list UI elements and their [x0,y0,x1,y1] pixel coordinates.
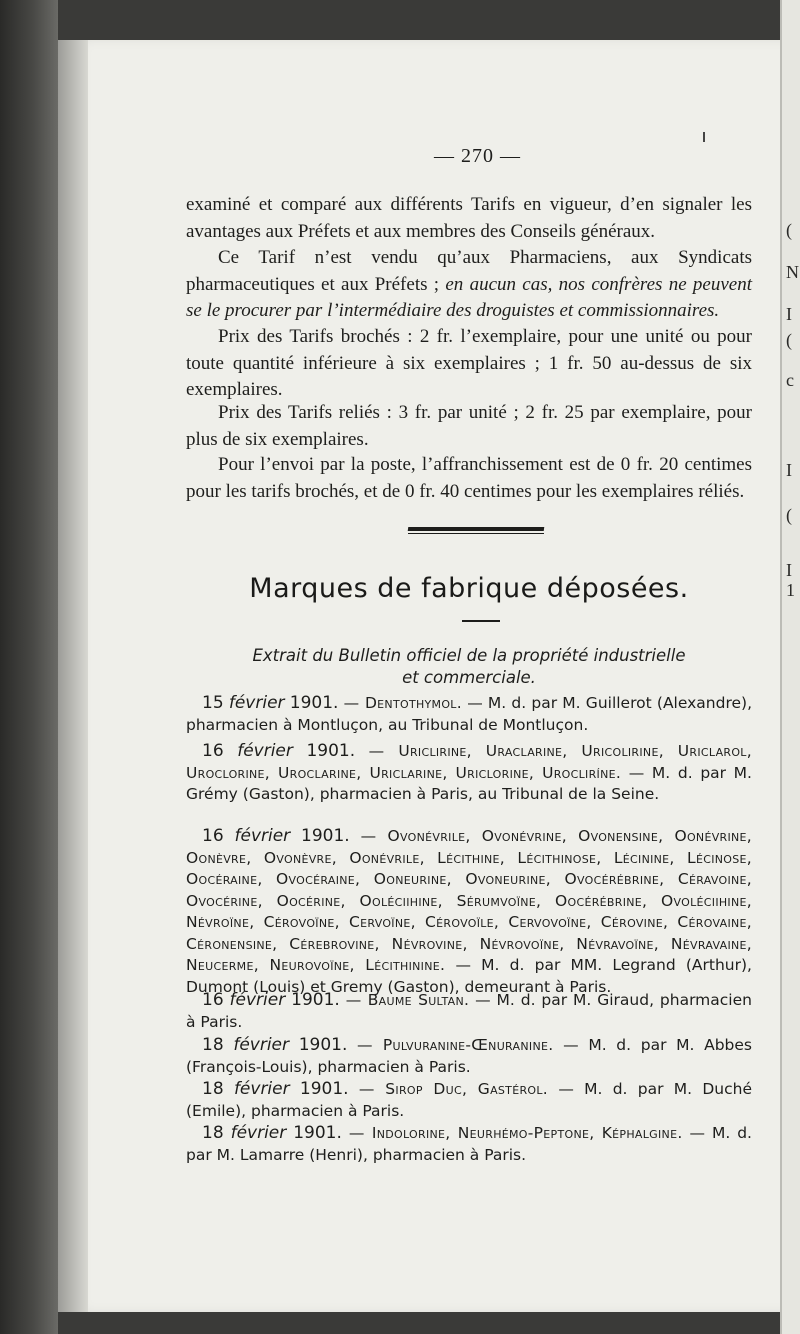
facing-letter: ( [786,505,792,525]
entry-marks: — Baume Sultan. [345,991,470,1009]
facing-letter: I [786,560,792,580]
entry-depositor: — M. d. par M. Abbes (François-Louis), pharmacien à Paris. [186,1036,752,1076]
page-gutter [58,40,88,1312]
entry-day: 16 [202,990,224,1010]
entry-year: 1901. [301,826,350,846]
trademark-entry [186,1035,752,1078]
entry-month: février [228,693,285,713]
entry-marks: — Ovonévrile, Ovonévrine, Ovonensine, Oonévrine, Oonèvre, Ovonèvre, Oonévrile, Lécithine, Lécithinose, Lécinine, Lécinose, Oocéraine, Ovocéraine, Ooneurine, Ovoneurine, Ovocérébrine, Céravoine, Ovocérine, Oocérine, Ooléciihine, Sérumvoïne, Oocérébrine, Ovoléciihine, Névroïne, Cérovoïne, Cervoïne, Cérovoïle, Cervovoïne, Cérovine, Cérovaine, Céronensine, Cérebrovine, Névrovine, Névrovoïne, Névravoïne, Névravaine, Neucerme, Neurovoïne, Lécithinine. [186,827,753,974]
entry-marks: — Sirop Duc, Gastérol. [358,1080,549,1098]
entry-depositor: — M. d. par MM. Legrand (Arthur), Dumont (Louis) et Gremy (Gaston), demeurant à Paris. [186,956,752,996]
paragraph-2-text: Ce Tarif n’est vendu qu’aux Pharmaciens, aux Syndicats pharmaceutiques et aux Préfets ; [186,247,752,295]
subtitle-line-2: et commerciale. [402,668,536,687]
paragraph-4-text: Prix des Tarifs reliés : 3 fr. par unité ; 2 fr. 25 par exemplaire, pour plus de six exemplaires. [186,402,752,450]
paragraph-5 [186,452,752,505]
entry-marks: — Uriclirine, Uraclarine, Uricolirine, Uriclarol, Uroclorine, Uroclarine, Uriclarine, Uriclorine, Urocliríne. [186,742,752,782]
section-rule [408,527,545,531]
entry-depositor: — M. d. par M. Guillerot (Alexandre), pharmacien à Montluçon, au Tribunal de Montluçon. [186,694,752,734]
entry-day: 15 [202,693,224,713]
trademark-entry [186,1079,752,1122]
section-rule-thin [408,533,544,534]
book-binding [0,0,58,1334]
paragraph-2 [186,245,752,325]
stray-mark [703,132,705,142]
trademark-entry [186,990,752,1033]
entry-marks: — Dentothymol. [343,694,462,712]
facing-letter: I [786,304,792,324]
entry-year: 1901. [293,1123,342,1143]
entry-year: 1901. [299,1079,349,1099]
entry-month: février [233,1035,289,1055]
entry-day: 18 [202,1035,224,1055]
entry-year: 1901. [306,741,356,761]
entry-day: 18 [202,1079,224,1099]
entry-day: 16 [202,741,224,761]
entry-year: 1901. [298,1035,348,1055]
facing-letter: N [786,262,799,282]
entry-day: 16 [202,826,224,846]
entry-month: février [230,1123,287,1143]
trademark-entry [186,826,752,998]
entry-marks: — Pulvuranine-Œnuranine. [357,1036,554,1054]
entry-depositor: — M. d. par M. Duché (Emile), pharmacien à Paris. [186,1080,752,1120]
paragraph-3-text: Prix des Tarifs brochés : 2 fr. l’exemplaire, pour une unité ou pour toute quantité inférieure à six exemplaires ; 1 fr. 50 au-dessus de six exemplaires. [186,326,752,400]
entry-month: février [229,990,286,1010]
entry-month: février [233,1079,290,1099]
facing-letter: c [786,370,794,390]
facing-letter: ( [786,220,792,240]
trademark-entry [186,693,752,736]
trademark-entry [186,1123,752,1166]
entry-year: 1901. [289,693,339,713]
facing-letter: ( [786,330,792,350]
entry-marks: — Indolorine, Neurhémo-Peptone, Képhalgine. [348,1124,683,1142]
entry-month: février [234,826,291,846]
paragraph-1: examiné et comparé aux différents Tarifs en vigueur, d’en signaler les avantages aux Préfets et aux membres des Conseils généraux. [186,194,752,242]
trademark-entry [186,741,752,806]
facing-letter: I [786,460,792,480]
entry-month: février [237,741,293,761]
entry-year: 1901. [291,990,340,1010]
entry-depositor: — M. d. par M. Grémy (Gaston), pharmacien à Paris, au Tribunal de la Seine. [186,763,752,803]
facing-letter: 1 [786,580,795,600]
paragraph-4 [186,400,752,453]
page-number: — 270 — [434,145,521,167]
paragraph-3 [186,324,752,404]
section-title: Marques de fabrique déposées. [249,573,689,604]
section-subtitle [186,645,752,689]
entry-day: 18 [202,1123,224,1143]
subtitle-line-1: Extrait du Bulletin officiel de la propriété industrielle [252,646,686,665]
entry-depositor: — M. d. par M. Lamarre (Henri), pharmacien à Paris. [186,1124,752,1164]
paragraph-2-italic: en aucun cas, nos confrères ne peuvent se le procurer par l’intermédiaire des droguistes et commissionnaires. [186,273,752,321]
paragraph-5-text: Pour l’envoi par la poste, l’affranchissement est de 0 fr. 20 centimes pour les tarifs brochés, et de 0 fr. 40 centimes pour les exemplaires réliés. [186,454,752,502]
entry-depositor: — M. d. par M. Giraud, pharmacien à Paris. [186,991,752,1031]
title-underline [462,620,500,622]
facing-page-edge [780,0,800,1334]
